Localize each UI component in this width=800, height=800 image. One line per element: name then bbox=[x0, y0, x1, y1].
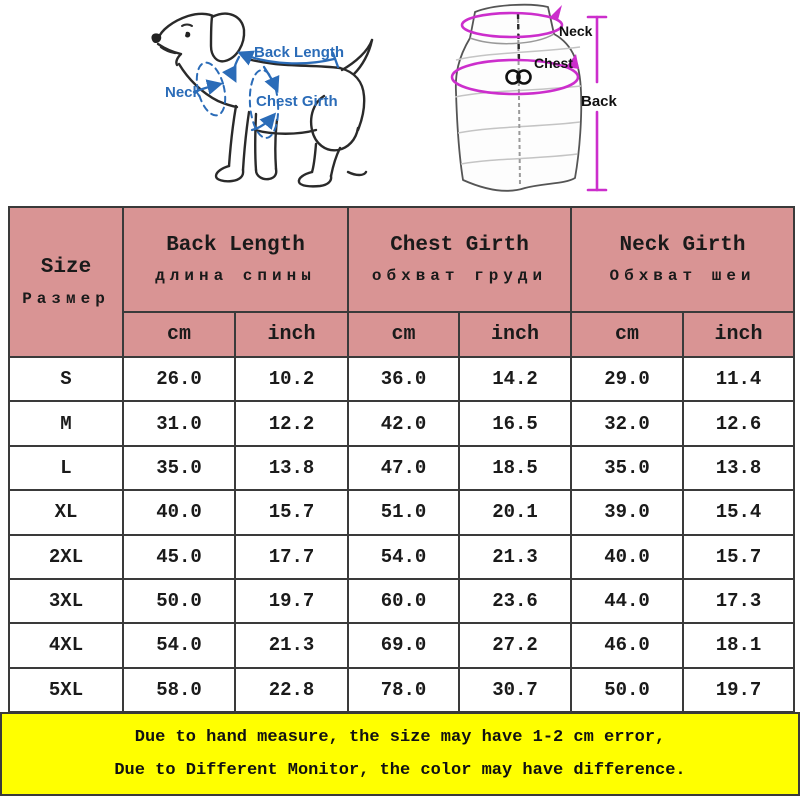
table-unit-row bbox=[9, 312, 794, 357]
cell-neck-cm: 46.0 bbox=[571, 623, 683, 667]
cell-chest-inch: 21.3 bbox=[459, 535, 571, 579]
table-header-row bbox=[9, 207, 794, 312]
table-row-5xl bbox=[9, 668, 794, 712]
table-row-4xl bbox=[9, 623, 794, 667]
dog-chest-girth-label: Chest Girth bbox=[256, 93, 338, 110]
cell-chest-inch: 23.6 bbox=[459, 579, 571, 623]
cell-back-cm: 35.0 bbox=[123, 446, 235, 490]
table-row-l bbox=[9, 446, 794, 490]
table-row-2xl bbox=[9, 535, 794, 579]
vest-chest-label: Chest bbox=[534, 55, 573, 71]
cell-size: L bbox=[9, 446, 123, 490]
header-back-length-en: Back Length bbox=[166, 233, 305, 257]
table-row-m bbox=[9, 401, 794, 445]
cell-chest-cm: 36.0 bbox=[348, 357, 459, 401]
cell-chest-cm: 69.0 bbox=[348, 623, 459, 667]
vest-back-label: Back bbox=[581, 93, 617, 110]
unit-neck-cm: cm bbox=[571, 312, 683, 357]
disclaimer-line-2: Due to Different Monitor, the color may have difference. bbox=[114, 761, 686, 780]
cell-size: 3XL bbox=[9, 579, 123, 623]
dog-neck-label: Neck bbox=[165, 84, 201, 101]
cell-neck-cm: 50.0 bbox=[571, 668, 683, 712]
table-row-3xl bbox=[9, 579, 794, 623]
cell-neck-inch: 17.3 bbox=[683, 579, 794, 623]
unit-back-inch: inch bbox=[235, 312, 348, 357]
cell-chest-cm: 42.0 bbox=[348, 401, 459, 445]
dog-nose bbox=[151, 33, 161, 43]
unit-neck-inch: inch bbox=[683, 312, 794, 357]
header-chest-girth bbox=[348, 207, 571, 312]
header-size-en: Size bbox=[40, 256, 92, 280]
cell-neck-cm: 44.0 bbox=[571, 579, 683, 623]
disclaimer-line-1: Due to hand measure, the size may have 1-2 cm error, bbox=[134, 728, 666, 747]
cell-chest-cm: 47.0 bbox=[348, 446, 459, 490]
table-row-xl bbox=[9, 490, 794, 534]
cell-chest-inch: 18.5 bbox=[459, 446, 571, 490]
cell-back-cm: 58.0 bbox=[123, 668, 235, 712]
header-chest-girth-ru: обхват груди bbox=[371, 267, 548, 286]
cell-neck-cm: 29.0 bbox=[571, 357, 683, 401]
cell-back-inch: 21.3 bbox=[235, 623, 348, 667]
cell-chest-cm: 54.0 bbox=[348, 535, 459, 579]
cell-back-cm: 50.0 bbox=[123, 579, 235, 623]
cell-neck-inch: 15.7 bbox=[683, 535, 794, 579]
cell-back-inch: 15.7 bbox=[235, 490, 348, 534]
cell-back-cm: 31.0 bbox=[123, 401, 235, 445]
header-back-length-ru: длина спины bbox=[155, 267, 316, 286]
cell-size: 4XL bbox=[9, 623, 123, 667]
dog-back-length-label: Back Length bbox=[254, 44, 345, 61]
disclaimer-banner bbox=[0, 712, 800, 796]
cell-neck-cm: 35.0 bbox=[571, 446, 683, 490]
cell-size: 2XL bbox=[9, 535, 123, 579]
cell-neck-inch: 11.4 bbox=[683, 357, 794, 401]
cell-size: S bbox=[9, 357, 123, 401]
cell-chest-cm: 60.0 bbox=[348, 579, 459, 623]
cell-back-inch: 22.8 bbox=[235, 668, 348, 712]
unit-chest-inch: inch bbox=[459, 312, 571, 357]
cell-back-inch: 13.8 bbox=[235, 446, 348, 490]
header-neck-girth-ru: Обхват шеи bbox=[609, 267, 756, 286]
size-table bbox=[8, 206, 795, 713]
cell-chest-inch: 16.5 bbox=[459, 401, 571, 445]
header-back-length bbox=[123, 207, 348, 312]
header-chest-girth-en: Chest Girth bbox=[390, 233, 529, 257]
cell-back-cm: 54.0 bbox=[123, 623, 235, 667]
cell-neck-cm: 40.0 bbox=[571, 535, 683, 579]
header-neck-girth bbox=[571, 207, 794, 312]
cell-back-cm: 45.0 bbox=[123, 535, 235, 579]
cell-size: M bbox=[9, 401, 123, 445]
dog-withers-arrow bbox=[234, 57, 239, 80]
cell-back-inch: 10.2 bbox=[235, 357, 348, 401]
cell-size: XL bbox=[9, 490, 123, 534]
vest-neck-label: Neck bbox=[559, 23, 593, 39]
vest-measurement-diagram bbox=[440, 0, 625, 202]
cell-back-cm: 26.0 bbox=[123, 357, 235, 401]
cell-chest-cm: 51.0 bbox=[348, 490, 459, 534]
cell-chest-inch: 14.2 bbox=[459, 357, 571, 401]
cell-chest-inch: 30.7 bbox=[459, 668, 571, 712]
header-neck-girth-en: Neck Girth bbox=[619, 233, 746, 257]
cell-neck-cm: 32.0 bbox=[571, 401, 683, 445]
cell-neck-inch: 18.1 bbox=[683, 623, 794, 667]
cell-neck-cm: 39.0 bbox=[571, 490, 683, 534]
cell-neck-inch: 13.8 bbox=[683, 446, 794, 490]
cell-back-cm: 40.0 bbox=[123, 490, 235, 534]
cell-neck-inch: 12.6 bbox=[683, 401, 794, 445]
cell-size: 5XL bbox=[9, 668, 123, 712]
cell-neck-inch: 15.4 bbox=[683, 490, 794, 534]
table-row-s bbox=[9, 357, 794, 401]
unit-back-cm: cm bbox=[123, 312, 235, 357]
cell-back-inch: 17.7 bbox=[235, 535, 348, 579]
cell-neck-inch: 19.7 bbox=[683, 668, 794, 712]
header-size-ru: Размер bbox=[22, 289, 110, 308]
cell-chest-cm: 78.0 bbox=[348, 668, 459, 712]
header-size bbox=[9, 207, 123, 357]
cell-chest-inch: 20.1 bbox=[459, 490, 571, 534]
cell-back-inch: 12.2 bbox=[235, 401, 348, 445]
dog-measurement-diagram bbox=[128, 4, 390, 199]
cell-chest-inch: 27.2 bbox=[459, 623, 571, 667]
cell-back-inch: 19.7 bbox=[235, 579, 348, 623]
dog-eye bbox=[185, 32, 190, 38]
unit-chest-cm: cm bbox=[348, 312, 459, 357]
dog-chest-top-arrow bbox=[264, 67, 277, 90]
